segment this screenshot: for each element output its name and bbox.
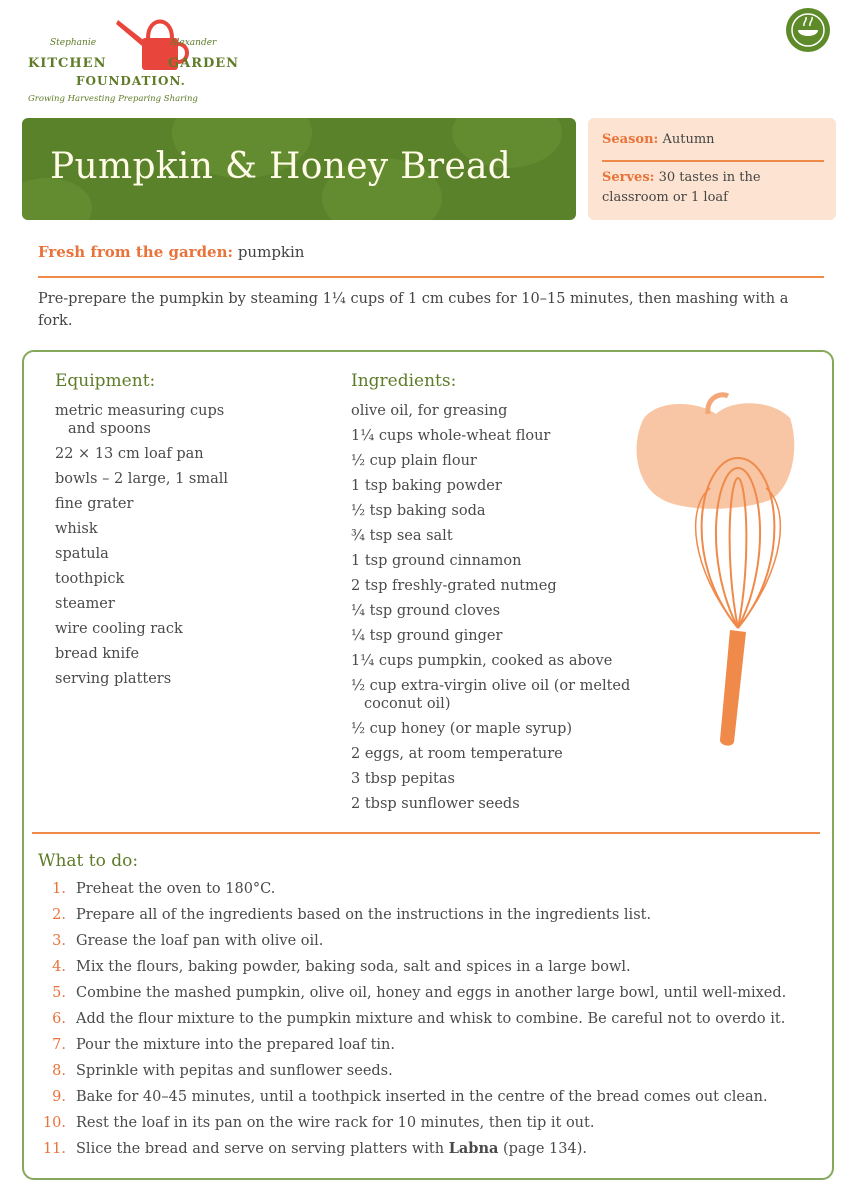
fresh-value: pumpkin <box>237 243 305 261</box>
list-item: 2 tsp freshly-grated nutmeg <box>351 578 557 594</box>
step-item: 9. Bake for 40–45 minutes, until a toothpick inserted in the centre of the bread comes out clean. <box>52 1089 768 1105</box>
list-item: whisk <box>55 521 98 537</box>
step-item: 4. Mix the flours, baking powder, baking soda, salt and spices in a large bowl. <box>52 959 631 975</box>
step-item: 1. Preheat the oven to 180°C. <box>52 881 276 897</box>
step-item: 7. Pour the mixture into the prepared loaf tin. <box>52 1037 396 1053</box>
labna-link: Labna <box>448 1140 499 1157</box>
list-item: 1 tsp ground cinnamon <box>351 553 522 569</box>
logo-name-left: Stephanie <box>50 38 97 48</box>
list-item: ¼ tsp ground ginger <box>351 628 503 644</box>
list-item: 3 tbsp pepitas <box>351 771 455 787</box>
divider <box>32 832 820 834</box>
fresh-from-garden <box>38 243 304 261</box>
list-item: 1 tsp baking powder <box>351 478 502 494</box>
logo-foundation: FOUNDATION. <box>76 74 186 88</box>
step-item: 8. Sprinkle with pepitas and sunflower seeds. <box>52 1063 393 1079</box>
serves-label: Serves: <box>602 170 655 185</box>
list-item: 1¼ cups pumpkin, cooked as above <box>351 653 613 669</box>
season-serves-box <box>588 118 836 220</box>
intro-text: Pre-prepare the pumpkin by steaming 1¼ cups of 1 cm cubes for 10–15 minutes, then mashing with a fork. <box>38 291 789 329</box>
fresh-label: Fresh from the garden: <box>38 243 234 261</box>
list-item: ½ cup honey (or maple syrup) <box>351 721 573 737</box>
list-item: bread knife <box>55 646 140 662</box>
list-item: ¾ tsp sea salt <box>351 528 453 544</box>
list-item: ½ cup plain flour <box>351 453 477 469</box>
step-item: 10. Rest the loaf in its pan on the wire rack for 10 minutes, then tip it out. <box>42 1115 595 1131</box>
list-item: spatula <box>55 546 109 562</box>
logo-garden: GARDEN <box>168 56 240 71</box>
logo-name-right: Alexander <box>170 38 217 48</box>
pumpkin-whisk-illustration <box>620 388 820 748</box>
title-banner <box>22 118 576 220</box>
method-steps <box>38 879 828 1165</box>
bowl-icon <box>786 8 830 52</box>
list-item: ¼ tsp ground cloves <box>351 603 501 619</box>
list-item: 1¼ cups whole-wheat flour <box>351 428 551 444</box>
list-item: serving platters <box>55 671 172 687</box>
step-item: 11. Slice the bread and serve on serving platters with Labna (page 134). <box>42 1140 587 1157</box>
equipment-list <box>55 402 315 695</box>
serves-row <box>602 168 822 208</box>
equipment-heading: Equipment: <box>55 371 156 391</box>
list-item: ½ cup extra-virgin olive oil (or melted coconut oil) <box>351 678 631 712</box>
list-item: 2 tbsp sunflower seeds <box>351 796 520 812</box>
list-item: ½ tsp baking soda <box>351 503 486 519</box>
list-item: 2 eggs, at room temperature <box>351 746 563 762</box>
season-divider <box>602 160 824 162</box>
list-item: toothpick <box>55 571 125 587</box>
ingredients-heading: Ingredients: <box>351 371 457 391</box>
season-value: Autumn <box>662 132 715 147</box>
step-item: 6. Add the flour mixture to the pumpkin mixture and whisk to combine. Be careful not to overdo it. <box>52 1011 786 1027</box>
logo-tagline: Growing Harvesting Preparing Sharing <box>28 94 198 104</box>
list-item: 22 × 13 cm loaf pan <box>55 446 204 462</box>
list-item: olive oil, for greasing <box>351 403 508 419</box>
list-item: bowls – 2 large, 1 small <box>55 471 229 487</box>
recipe-title: Pumpkin & Honey Bread <box>50 146 512 187</box>
step-item: 3. Grease the loaf pan with olive oil. <box>52 933 324 949</box>
list-item: wire cooling rack <box>55 621 183 637</box>
method-heading: What to do: <box>38 851 139 871</box>
step-item: 5. Combine the mashed pumpkin, olive oil, honey and eggs in another large bowl, until well-mixed. <box>52 985 787 1001</box>
season-label: Season: <box>602 132 659 147</box>
list-item: fine grater <box>55 496 134 512</box>
logo-kitchen: KITCHEN <box>28 56 107 71</box>
step-item: 2. Prepare all of the ingredients based on the instructions in the ingredients list. <box>52 907 652 923</box>
serves-value: 30 tastes in the classroom or 1 loaf <box>602 170 761 205</box>
list-item: metric measuring cups and spoons <box>55 403 225 437</box>
list-item: steamer <box>55 596 115 612</box>
foundation-logo <box>28 10 258 110</box>
divider <box>38 276 824 278</box>
season-row <box>602 132 715 147</box>
